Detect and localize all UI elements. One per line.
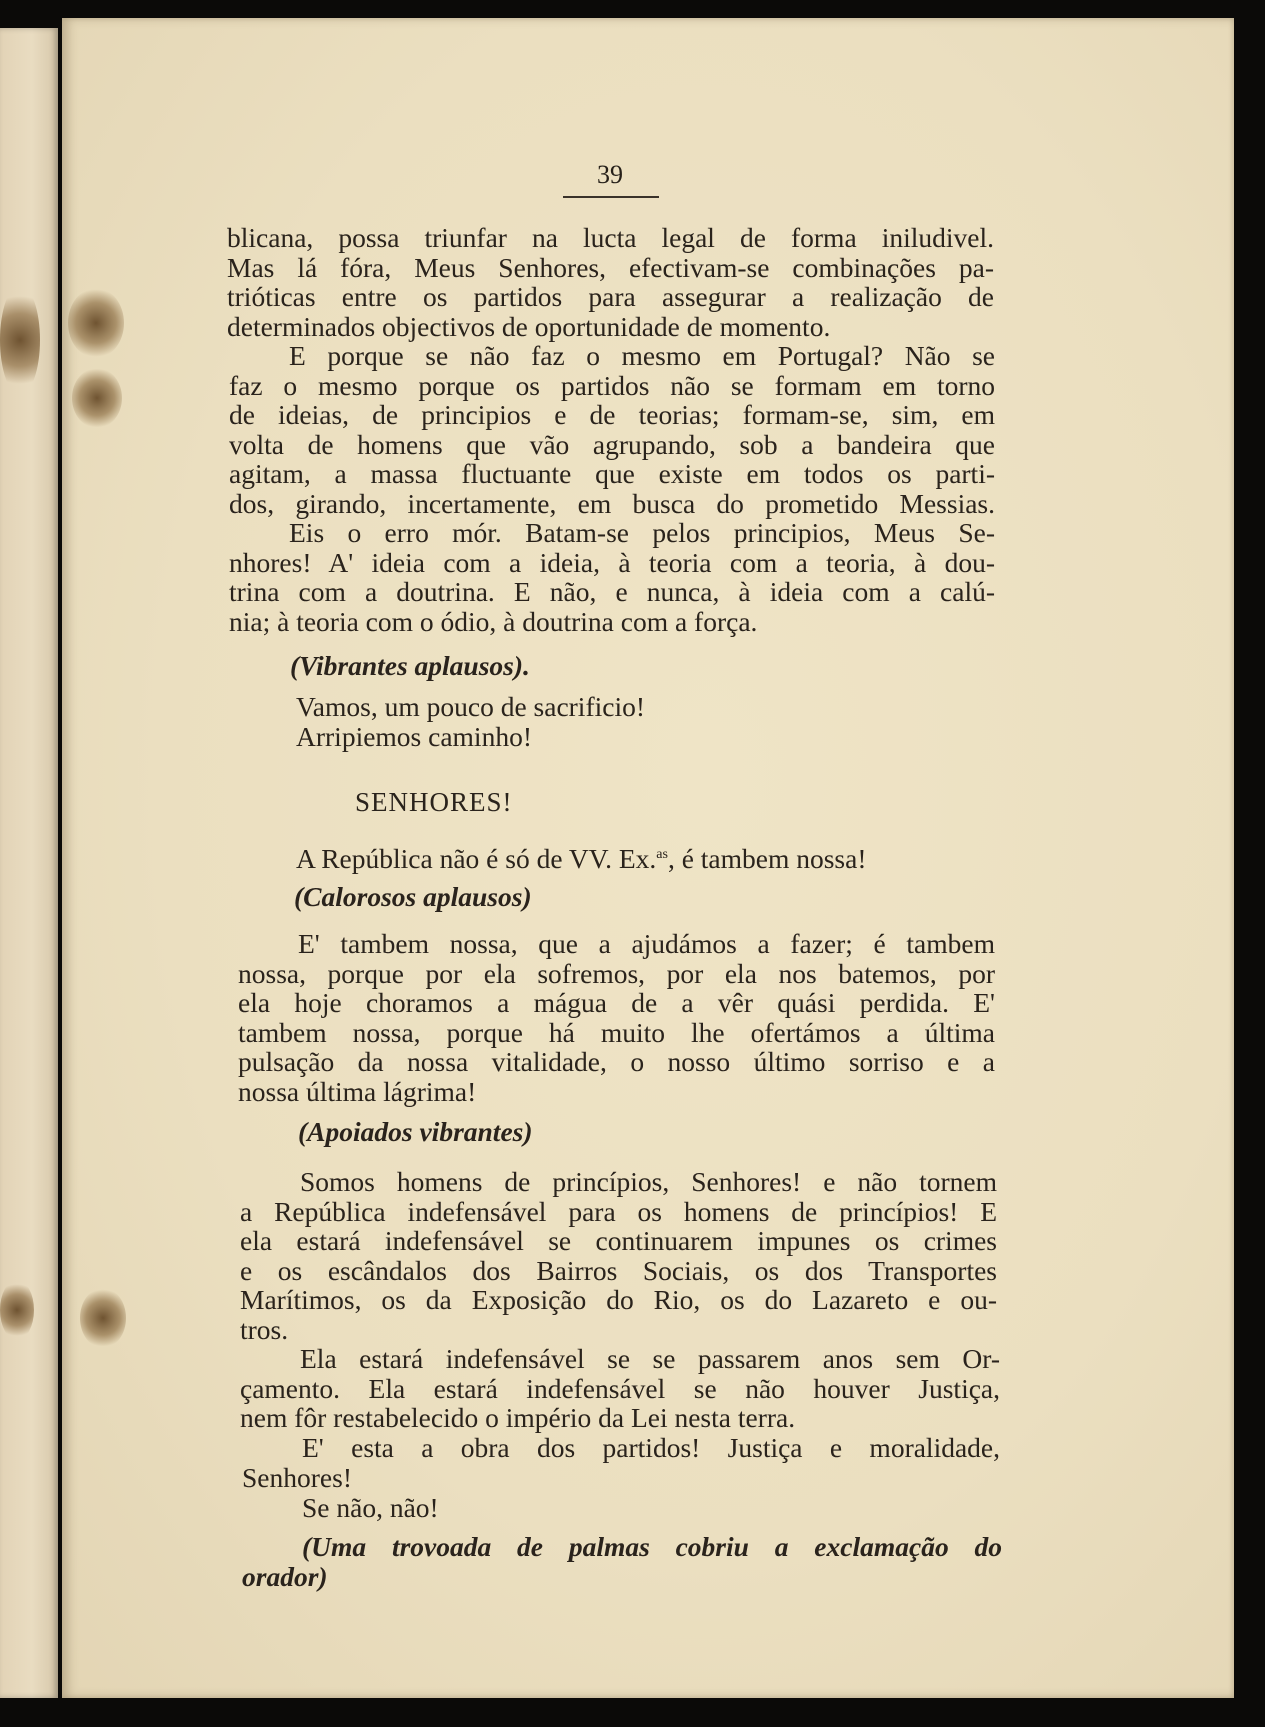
- stage-direction: (Vibrantes aplausos).: [290, 650, 530, 681]
- text-line: Senhores!: [242, 1461, 352, 1493]
- text-line: ela estará indefensável se continuarem impunes os crimes: [240, 1225, 997, 1256]
- text-line: E' tambem nossa, que a ajudámos a fazer; é tambem: [298, 928, 995, 959]
- paragraph-4: [296, 840, 996, 874]
- foxing-stain: [0, 1280, 34, 1340]
- text-line: Ela estará indefensável se se passarem anos sem Or-: [300, 1343, 1000, 1374]
- text-line: tros.: [240, 1313, 289, 1345]
- text-line: determinados objectivos de oportunidade de momento.: [227, 310, 831, 342]
- paragraph-2: [229, 341, 995, 636]
- stage-direction: (Apoiados vibrantes): [298, 1116, 533, 1147]
- stage-direction: (Calorosos aplausos): [294, 881, 532, 912]
- text-line: de ideias, de principios e de teorias; formam-se, sim, em: [229, 399, 995, 430]
- text-line: Marítimos, os da Exposição do Rio, os do Lazareto e ou-: [240, 1284, 997, 1315]
- paragraph-3: [296, 692, 896, 751]
- text-line: faz o mesmo porque os partidos não se formam em torno: [229, 369, 995, 401]
- text-line: çamento. Ela estará indefensável se não houver Justiça,: [240, 1372, 1000, 1404]
- text-line: volta de homens que vão agrupando, sob a bandeira que: [229, 428, 995, 460]
- text-line: a República indefensável para os homens de princípios! E: [240, 1195, 997, 1227]
- text-line: nhores! A' ideia com a ideia, à teoria com a teoria, à dou-: [229, 546, 995, 578]
- text-line: blicana, possa triunfar na lucta legal de forma iniludivel.: [227, 222, 994, 253]
- paragraph-5: [238, 929, 995, 1106]
- paragraph-8: [242, 1433, 1000, 1492]
- text-span: A República não é só de VV. Ex.: [296, 843, 657, 875]
- paragraph-6: [240, 1167, 997, 1344]
- text-line: nossa, porque por ela sofremos, por ela nos batemos, por: [238, 957, 995, 989]
- text-span: , é tambem nossa!: [667, 843, 867, 875]
- text-line: dos, girando, incertamente, em busca do prometido Messias.: [229, 487, 995, 519]
- text-line: nem fôr restabelecido o império da Lei nesta terra.: [240, 1402, 796, 1433]
- text-line: e os escândalos dos Bairros Sociais, os dos Transportes: [240, 1254, 997, 1286]
- section-heading: SENHORES!: [355, 787, 513, 817]
- paragraph-1: [227, 223, 994, 341]
- text-line: Eis o erro mór. Batam-se pelos principios, Meus Se-: [289, 517, 995, 548]
- superscript: as: [656, 847, 668, 862]
- foxing-stain: [80, 1288, 126, 1348]
- page-number: 39: [597, 160, 623, 189]
- text-line: Arripiemos caminho!: [296, 720, 532, 752]
- text-line: E porque se não faz o mesmo em Portugal? Não se: [289, 340, 995, 371]
- text-line: pulsação da nossa vitalidade, o nosso último sorriso e a: [238, 1046, 995, 1077]
- text-line: agitam, a massa fluctuante que existe em todos os parti-: [229, 458, 995, 489]
- foxing-stain: [68, 288, 124, 358]
- foxing-stain: [0, 285, 40, 395]
- previous-page-edge: [0, 28, 58, 1698]
- text-line: Somos homens de princípios, Senhores! e não tornem: [300, 1166, 997, 1197]
- text-line: Mas lá fóra, Meus Senhores, efectivam-se combinações pa-: [227, 251, 994, 283]
- paragraph-9: Se não, não!: [302, 1492, 439, 1523]
- foxing-stain: [72, 368, 122, 428]
- text-line: nia; à teoria com o ódio, à doutrina com a força.: [229, 605, 758, 637]
- text-line: ela hoje choramos a mágua de a vêr quási perdida. E': [238, 987, 995, 1018]
- stage-direction: [242, 1532, 1002, 1591]
- text-line: E' esta a obra dos partidos! Justiça e moralidade,: [302, 1432, 1000, 1463]
- text-line: nossa última lágrima!: [238, 1075, 477, 1107]
- text-line: orador): [242, 1560, 328, 1592]
- text-line: tambem nossa, porque há muito lhe ofertámos a última: [238, 1016, 995, 1048]
- text-line: (Uma trovoada de palmas cobriu a exclamação do: [302, 1531, 1002, 1562]
- paragraph-7: [240, 1344, 1000, 1433]
- text-line: trióticas entre os partidos para assegurar a realização de: [227, 281, 994, 312]
- page-number-rule: [563, 196, 659, 198]
- text-line: Vamos, um pouco de sacrificio!: [296, 691, 646, 722]
- text-line: trina com a doutrina. E não, e nunca, à ideia com a calú-: [229, 576, 995, 607]
